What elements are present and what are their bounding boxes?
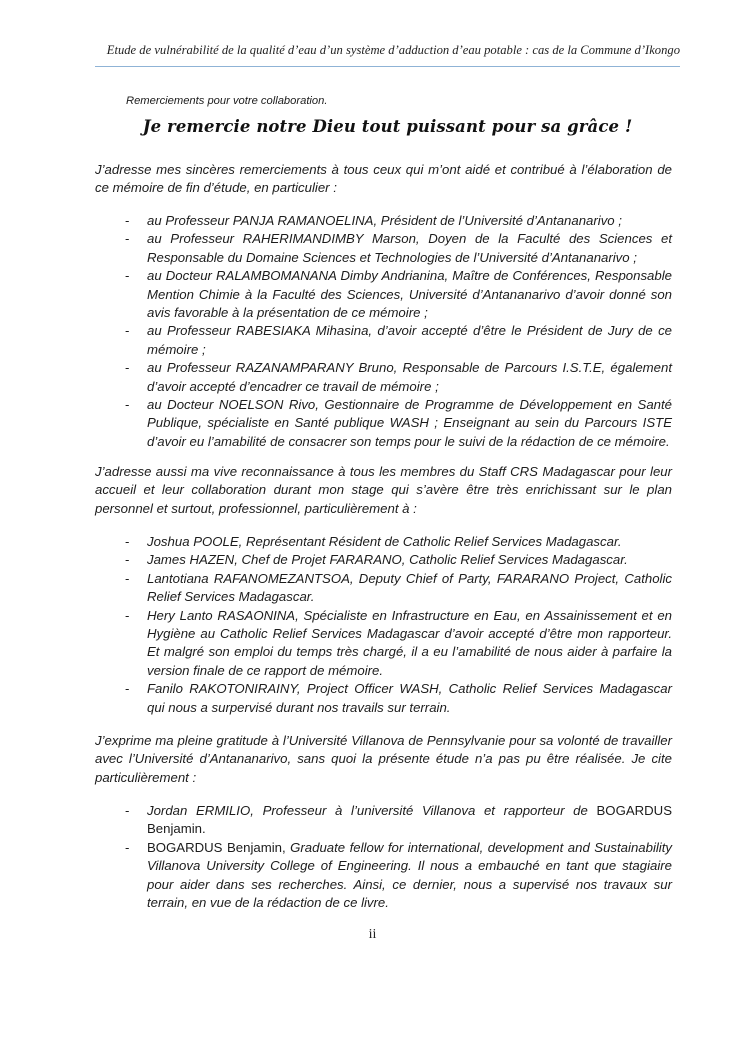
bullet-dash: - <box>125 552 130 568</box>
section1-paragraph: J’adresse mes sincères remerciements à tous ceux qui m’ont aidé et contribué à l’élaboration de ce mémoire de fin d’étude, en particulier : <box>95 162 672 196</box>
bullet-dash: - <box>125 231 130 247</box>
section1-list <box>95 212 672 451</box>
section2-list <box>95 533 672 717</box>
list-item: - Joshua POOLE, Représentant Résident de Catholic Relief Services Madagascar. <box>95 533 672 551</box>
section2-paragraph: J’adresse aussi ma vive reconnaissance à tous les membres du Staff CRS Madagascar pour leur accueil et leur collaboration durant mon stage qui s’avère être très enrichissant sur le plan personnel et surtout, professionnel, particulièrement à : <box>95 464 672 516</box>
list-item: - au Docteur NOELSON Rivo, Gestionnaire de Programme de Développement en Santé Publique, spécialiste en Santé publique WASH ; Enseignant au sein du Parcours ISTE d’avoir eu l’amabilité de consacrer son temps pour le suivi de la rédaction de ce mémoire. <box>125 397 672 449</box>
section3-list <box>95 802 672 912</box>
list-item: - au Professeur PANJA RAMANOELINA, Président de l’Université d’Antananarivo ; <box>95 212 672 230</box>
bullet-dash: - <box>125 213 130 228</box>
list-item: - au Professeur RAZANAMPARANY Bruno, Responsable de Parcours I.S.T.E, également d’avoir accepté d’encadrer ce travail de mémoire ; <box>125 360 672 394</box>
list-item: - BOGARDUS Benjamin, Graduate fellow for international, development and Sustainability Villanova University College of Engineering. Il nous a embauché en tant que stagiaire pour aider dans ses recherches. Ainsi, ce dernier, nous a supervisé nos travaux sur terrain, en vue de la rédaction de ce livre. <box>125 839 672 911</box>
bullet-dash: - <box>125 323 130 339</box>
bullet-dash: - <box>125 803 130 818</box>
bullet-dash: - <box>125 607 130 623</box>
list-item: - au Professeur RAHERIMANDIMBY Marson, Doyen de la Faculté des Sciences et Responsable du Domaine Sciences et Technologies de l’Université d’Antananarivo ; <box>125 231 672 265</box>
intro-line: Remerciements pour votre collaboration. <box>126 95 328 107</box>
dedication-heading: Je remercie notre Dieu tout puissant pour sa grâce ! <box>142 117 633 136</box>
bullet-dash: - <box>125 570 130 586</box>
page-number: ii <box>368 927 377 942</box>
header-rule <box>95 66 680 67</box>
bullet-dash: - <box>125 839 130 855</box>
running-header: Etude de vulnérabilité de la qualité d’eau d’un système d’adduction d’eau potable : cas de la Commune d’Ikongo <box>106 43 680 57</box>
section3-paragraph: J’exprime ma pleine gratitude à l’Université Villanova de Pennsylvanie pour sa volonté de travailler avec l’Université d’Antananarivo, sans quoi la présente étude n’a pas pu être réalisée. Je cite particulièrement : <box>95 733 672 785</box>
bullet-dash: - <box>125 681 130 697</box>
list-item: - au Professeur RABESIAKA Mihasina, d’avoir accepté d’être le Président de Jury de ce mémoire ; <box>125 323 672 357</box>
bullet-dash: - <box>125 534 130 549</box>
list-item: - Hery Lanto RASAONINA, Spécialiste en Infrastructure en Eau, en Assainissement et en Hygiène au Catholic Relief Services Madagascar d’avoir accepté d’être mon rapporteur. Et malgré son emploi du temps très chargé, il a eu l’amabilité de nous aider à parfaire la version finale de ce rapport de mémoire. <box>125 607 672 678</box>
list-item: - au Docteur RALAMBOMANANA Dimby Andrianina, Maître de Conférences, Responsable Mention Chimie à la Faculté des Sciences, Université d’Antananarivo d’avoir donné son avis favorable à la présentation de ce mémoire ; <box>125 268 672 321</box>
list-item: - Jordan ERMILIO, Professeur à l’université Villanova et rapporteur de BOGARDUS Benjamin. <box>125 803 672 837</box>
list-item: - James HAZEN, Chef de Projet FARARANO, Catholic Relief Services Madagascar. <box>95 551 672 569</box>
bullet-dash: - <box>125 360 130 376</box>
list-item: - Fanilo RAKOTONIRAINY, Project Officer WASH, Catholic Relief Services Madagascar qui nous a surpervisé durant nos travails sur terrain. <box>125 681 672 715</box>
bullet-dash: - <box>125 268 130 284</box>
bullet-dash: - <box>125 397 130 413</box>
list-item: - Lantotiana RAFANOMEZANTSOA, Deputy Chief of Party, FARARANO Project, Catholic Relief Services Madagascar. <box>125 570 672 605</box>
